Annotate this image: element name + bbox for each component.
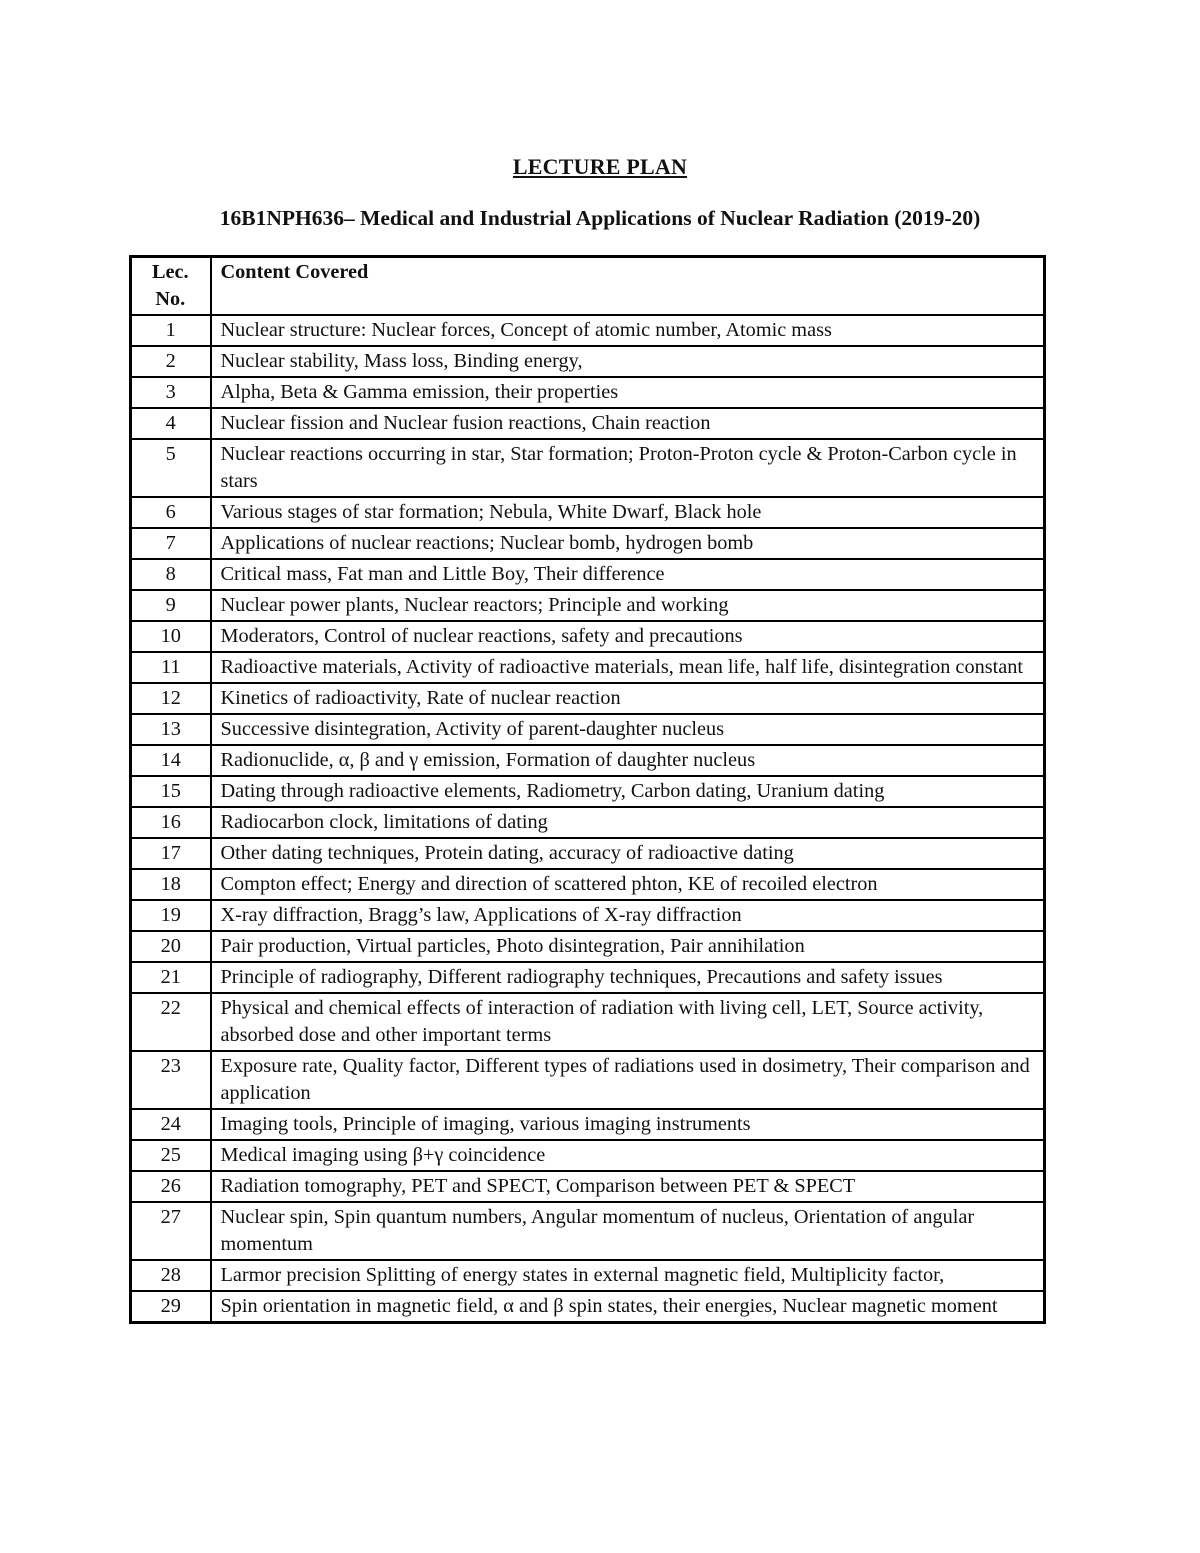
table-row [131,1202,1045,1260]
table-row [131,439,1045,497]
lecture-number: 6 [131,497,211,528]
table-row [131,1140,1045,1171]
table-row [131,745,1045,776]
lecture-number: 20 [131,931,211,962]
lecture-number: 17 [131,838,211,869]
table-row [131,1051,1045,1109]
content-header: Content Covered [211,257,1045,316]
table-row [131,714,1045,745]
table-row [131,346,1045,377]
table-row [131,776,1045,807]
table-row [131,1171,1045,1202]
lecture-content: Other dating techniques, Protein dating, accuracy of radioactive dating [211,838,1045,869]
lecture-content: Various stages of star formation; Nebula, White Dwarf, Black hole [211,497,1045,528]
lecture-number: 11 [131,652,211,683]
table-row [131,1260,1045,1291]
lecture-number: 4 [131,408,211,439]
lec-no-header-line1: Lec. [151,261,189,283]
lecture-content: Nuclear stability, Mass loss, Binding energy, [211,346,1045,377]
lecture-content: X-ray diffraction, Bragg’s law, Applications of X-ray diffraction [211,900,1045,931]
page-title: LECTURE PLAN [512,154,688,179]
lecture-number: 15 [131,776,211,807]
table-row [131,1109,1045,1140]
lecture-number: 2 [131,346,211,377]
table-row [131,869,1045,900]
lecture-content: Principle of radiography, Different radiography techniques, Precautions and safety issues [211,962,1045,993]
lec-no-header [131,257,211,316]
table-row [131,900,1045,931]
table-row [131,652,1045,683]
table-row [131,993,1045,1051]
lecture-number: 5 [131,439,211,497]
lecture-content: Critical mass, Fat man and Little Boy, Their difference [211,559,1045,590]
lecture-number: 22 [131,993,211,1051]
lecture-content: Larmor precision Splitting of energy states in external magnetic field, Multiplicity factor, [211,1260,1045,1291]
lecture-plan-table [129,255,1046,1324]
table-row [131,683,1045,714]
table-row [131,1291,1045,1323]
lecture-number: 13 [131,714,211,745]
lecture-content: Alpha, Beta & Gamma emission, their properties [211,377,1045,408]
table-body [131,315,1045,1323]
table-row [131,621,1045,652]
lecture-content: Imaging tools, Principle of imaging, various imaging instruments [211,1109,1045,1140]
lecture-content: Exposure rate, Quality factor, Different types of radiations used in dosimetry, Their comparison and application [211,1051,1045,1109]
lecture-content: Nuclear structure: Nuclear forces, Concept of atomic number, Atomic mass [211,315,1045,346]
lecture-number: 3 [131,377,211,408]
lecture-number: 24 [131,1109,211,1140]
lecture-number: 27 [131,1202,211,1260]
lecture-content: Applications of nuclear reactions; Nuclear bomb, hydrogen bomb [211,528,1045,559]
lec-no-header-line2: No. [155,288,186,310]
table-row [131,962,1045,993]
lecture-number: 14 [131,745,211,776]
table-row [131,377,1045,408]
table-row [131,497,1045,528]
table-row [131,590,1045,621]
table-row [131,559,1045,590]
lecture-number: 1 [131,315,211,346]
table-header-row [131,257,1045,316]
table-row [131,931,1045,962]
table-row [131,838,1045,869]
table-row [131,408,1045,439]
lecture-number: 25 [131,1140,211,1171]
lecture-content: Compton effect; Energy and direction of scattered phton, KE of recoiled electron [211,869,1045,900]
lecture-content: Radiocarbon clock, limitations of dating [211,807,1045,838]
lecture-content: Nuclear reactions occurring in star, Star formation; Proton-Proton cycle & Proton-Carbon cycle in stars [211,439,1045,497]
course-subtitle: 16B1NPH636– Medical and Industrial Applications of Nuclear Radiation (2019-20) [219,206,981,230]
lecture-number: 23 [131,1051,211,1109]
table-row [131,528,1045,559]
table-row [131,807,1045,838]
table-row [131,315,1045,346]
lecture-number: 26 [131,1171,211,1202]
lecture-content: Radionuclide, α, β and γ emission, Formation of daughter nucleus [211,745,1045,776]
lecture-content: Radioactive materials, Activity of radioactive materials, mean life, half life, disintegration constant [211,652,1045,683]
lecture-number: 18 [131,869,211,900]
lecture-content: Medical imaging using β+γ coincidence [211,1140,1045,1171]
lecture-content: Spin orientation in magnetic field, α and β spin states, their energies, Nuclear magnetic moment [211,1291,1045,1323]
lecture-number: 9 [131,590,211,621]
lecture-content: Nuclear fission and Nuclear fusion reactions, Chain reaction [211,408,1045,439]
lecture-number: 21 [131,962,211,993]
lecture-number: 28 [131,1260,211,1291]
lecture-content: Successive disintegration, Activity of parent-daughter nucleus [211,714,1045,745]
lecture-content: Kinetics of radioactivity, Rate of nuclear reaction [211,683,1045,714]
lecture-content: Nuclear spin, Spin quantum numbers, Angular momentum of nucleus, Orientation of angular momentum [211,1202,1045,1260]
lecture-content: Pair production, Virtual particles, Photo disintegration, Pair annihilation [211,931,1045,962]
lecture-number: 8 [131,559,211,590]
lecture-number: 16 [131,807,211,838]
lecture-number: 12 [131,683,211,714]
lecture-content: Dating through radioactive elements, Radiometry, Carbon dating, Uranium dating [211,776,1045,807]
lecture-content: Physical and chemical effects of interaction of radiation with living cell, LET, Source activity, absorbed dose and other important terms [211,993,1045,1051]
lecture-number: 19 [131,900,211,931]
lecture-number: 10 [131,621,211,652]
lecture-number: 7 [131,528,211,559]
lecture-content: Moderators, Control of nuclear reactions, safety and precautions [211,621,1045,652]
lecture-content: Nuclear power plants, Nuclear reactors; Principle and working [211,590,1045,621]
lecture-content: Radiation tomography, PET and SPECT, Comparison between PET & SPECT [211,1171,1045,1202]
lecture-number: 29 [131,1291,211,1323]
